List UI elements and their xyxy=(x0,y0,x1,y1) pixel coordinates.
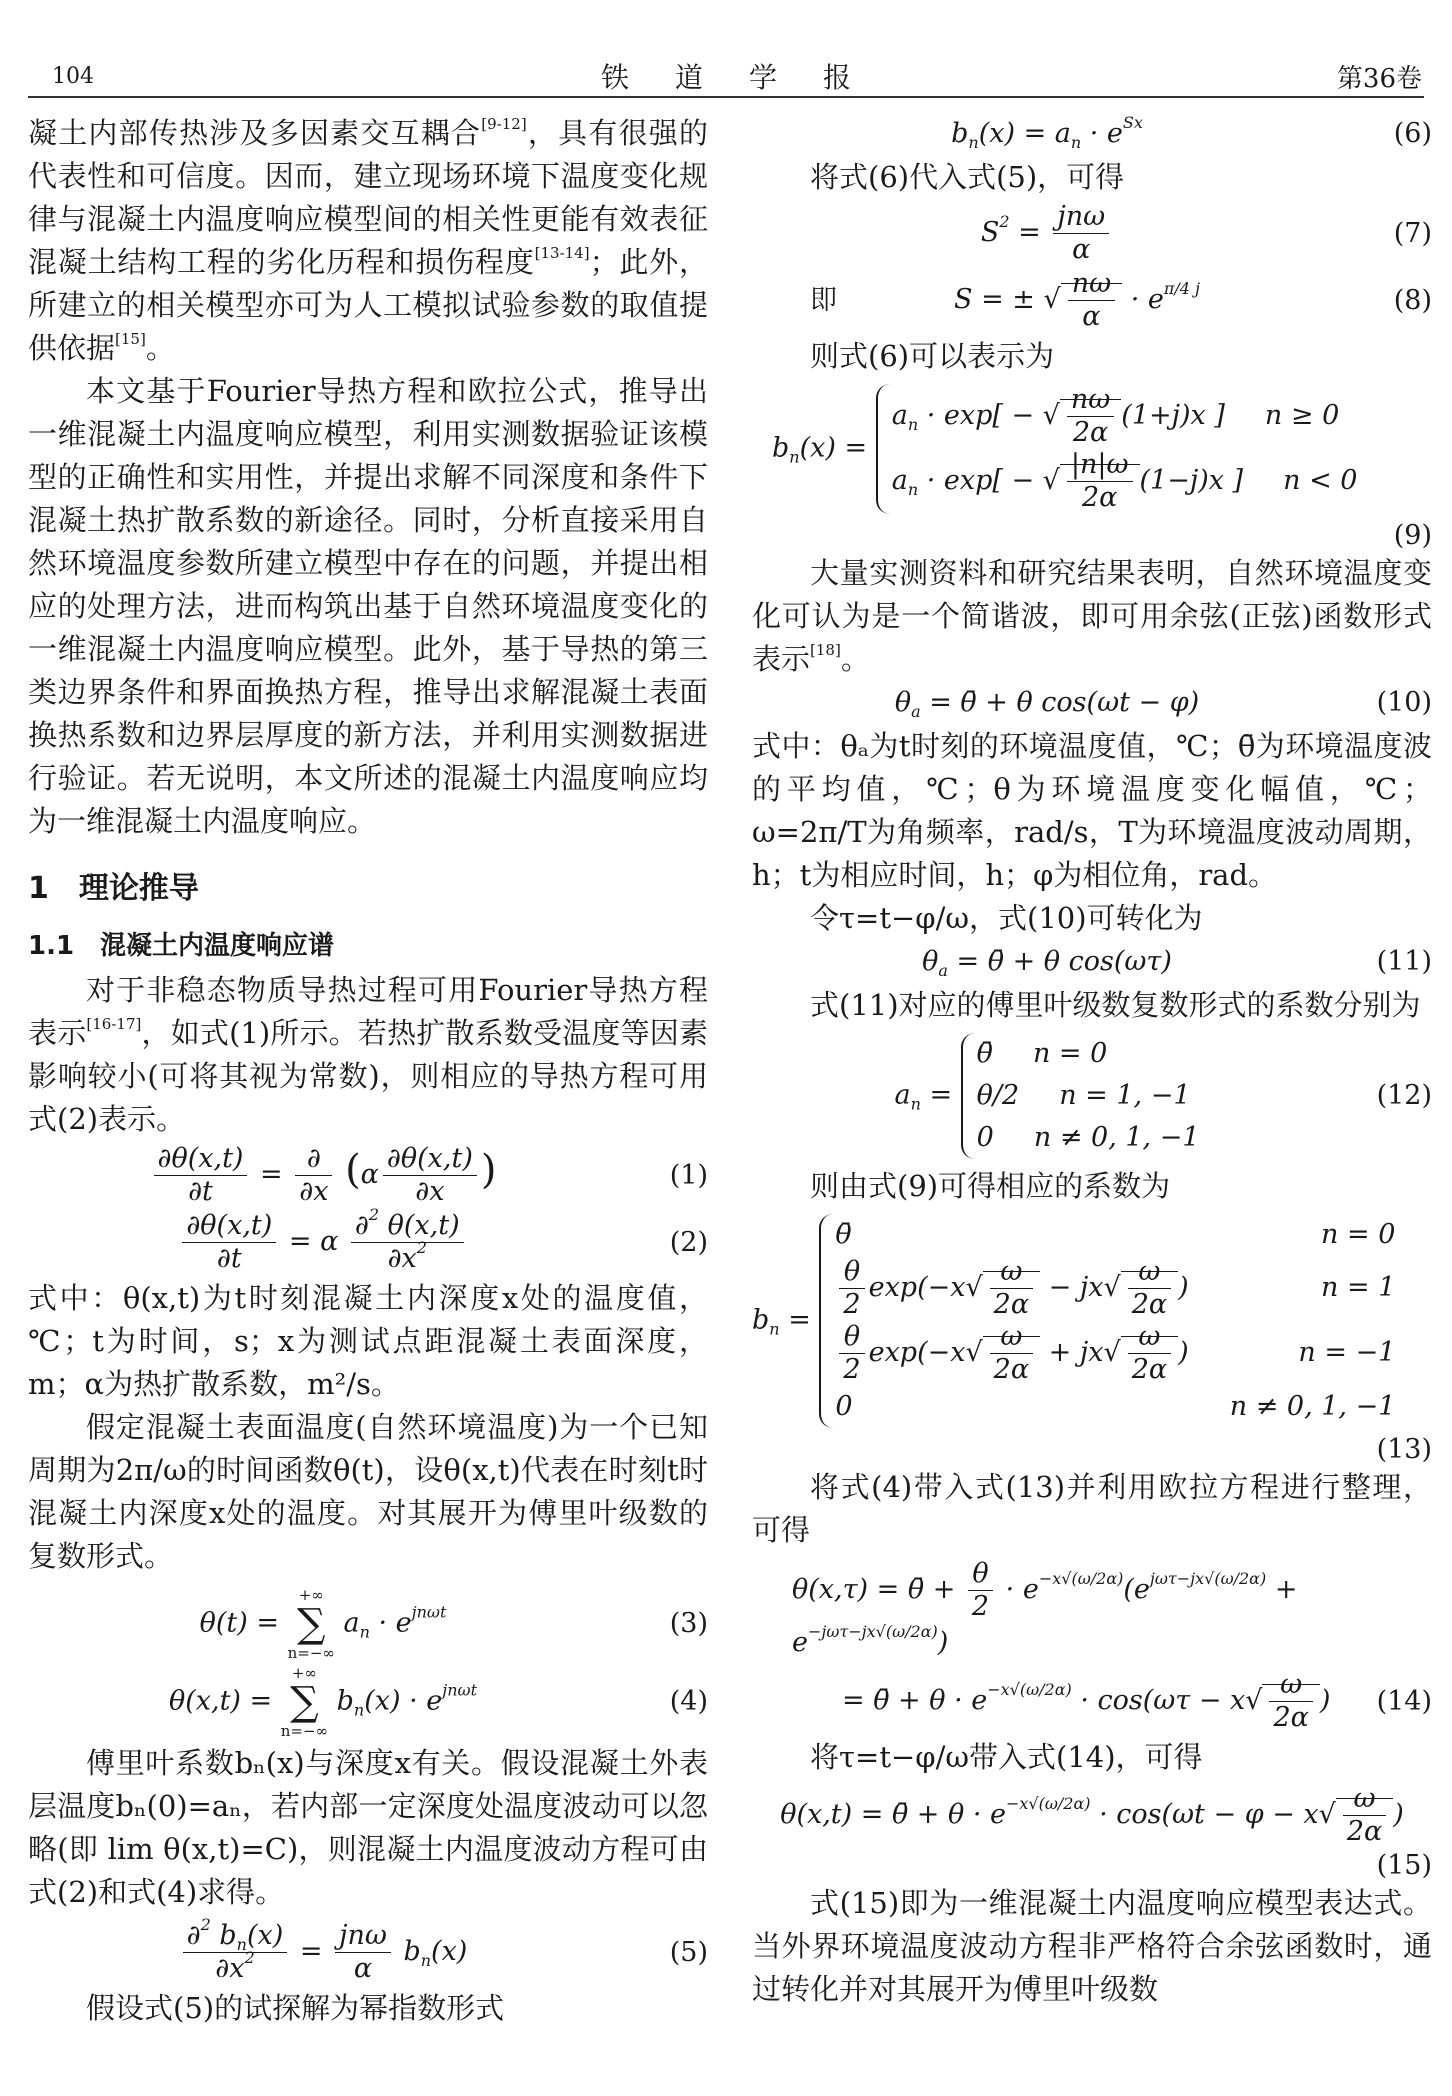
paragraph: 式中：θ(x,t)为t时刻混凝土内深度x处的温度值，℃；t为时间，s；x为测试点距混凝土表面深度，m；α为热扩散系数，m²/s。 xyxy=(28,1281,708,1401)
journal-title: 铁道学报 xyxy=(600,61,897,94)
paragraph: 将τ=t−φ/ω带入式(14)，可得 xyxy=(810,1740,1203,1774)
paragraph: 对于非稳态物质导热过程可用Fourier导热方程表示[16-17]，如式(1)所示。若热扩散系数受温度等因素影响较小(可将其视为常数)，则相应的导热方程可用式(2)表示。 xyxy=(28,973,708,1136)
equation-15: θ(x,t) = θ̄ + $\theta \cdot e^{-x√(\omega/2\alpha)} \cdot \cos(\omega t - \varphi - x√$ $\frac{\omega}{2\alpha}$ ) xyxy=(780,1783,1404,1847)
equation-3: θ(t) = +∞ ∑ n=−∞ $a_n \cdot e^{jn\omega t}$ (3) xyxy=(199,1586,708,1662)
page-header xyxy=(30,56,1422,96)
equation-6: $b_n(x) = a_n \cdot e^{Sx}$ (6) xyxy=(951,113,1432,152)
equation-5: $\frac{\partial^2 b_n(x)}{\partial x^2}$ = $\frac{\text{jnω}}{\alpha}$ $b_n(x)$ (5) xyxy=(28,1920,708,1985)
subsection-heading: 1.1 混凝土内温度响应谱 xyxy=(28,931,335,961)
equation-11: $\theta_a$ = θ̄ + θ cos(ωτ) (11) xyxy=(922,946,1432,980)
right-column xyxy=(752,112,1432,2011)
paragraph: 大量实测资料和研究结果表明，自然环境温度变化可认为是一个简谐波，即可用余弦(正弦)函数形式表示[18]。 xyxy=(752,556,1432,676)
paragraph: 式(11)对应的傅里叶级数复数形式的系数分别为 xyxy=(810,988,1421,1022)
paragraph: 本文基于Fourier导热方程和欧拉公式，推导出一维混凝土内温度响应模型，利用实测数据验证该模型的正确性和实用性，并提出求解不同深度和条件下混凝土热扩散系数的新途径。同时，分析直接采用自然环境温度参数所建立模型中存在的问题，并提出相应的处理方法，进而构筑出基于自然环境温度变化的一维混凝土内温度响应模型。此外，基于导热的第三类边界条件和界面换热方程，推导出求解混凝土表面换热系数和边界层厚度的新方法，并利用实测数据进行验证。若无说明，本文所述的混凝土内温度响应均为一维混凝土内温度响应。 xyxy=(28,374,708,838)
paragraph: 式中：θₐ为t时刻的环境温度值，℃；θ̄为环境温度波的平均值，℃；θ为环境温度变化幅值，℃；ω=2π/T为角频率，rad/s，T为环境温度波动周期，h；t为相应时间，h；φ为相位角，rad。 xyxy=(752,729,1432,892)
equation-7: $S^2$ = $\frac{\text{jnω}}{\alpha}$ (7) xyxy=(980,201,1432,265)
paragraph: 将式(6)代入式(5)，可得 xyxy=(810,160,1125,194)
equation-number: (13) xyxy=(1376,1434,1432,1465)
equation-12: $a_n$ = θ̄ n = 0 θ/2 n = 1, −1 0 n ≠ 0, 1, −1 (12) xyxy=(752,1029,1432,1163)
equation-2: $\frac{\partial\theta(x,t)}{\partial t}$ = α $\frac{\partial^2 \theta(x,t)}{\partial x^2}$ (2) xyxy=(28,1210,708,1275)
left-column xyxy=(28,112,708,2030)
equation-number: (9) xyxy=(1393,520,1432,551)
equation-14: θ(x,τ) = θ̄ + $\frac{\theta}{2}$ · $e^{-x√(\omega/2\alpha)}(e^{j\omega\tau-jx√(\omega/2\alpha)} + e^{-j\omega\tau-jx√(\omega/2\alpha)})$ xyxy=(792,1558,1298,1658)
paragraph: 凝土内部传热涉及多因素交互耦合[9-12]，具有很强的代表性和可信度。因而，建立现场环境下温度变化规律与混凝土内温度响应模型间的相关性更能有效表征混凝土结构工程的劣化历程和损伤程度[13-14]；此外，所建立的相关模型亦可为人工模拟试验参数的取值提供依据[15]。 xyxy=(28,115,708,365)
paragraph: 则式(6)可以表示为 xyxy=(810,339,1055,373)
page-number: 104 xyxy=(52,64,94,89)
equation-4: θ(x,t) = +∞ ∑ n=−∞ $b_n(x) \cdot e^{jn\omega t}$ (4) xyxy=(168,1664,708,1740)
equation-1: $\frac{\partial\theta(x,t)}{\partial t}$ = $\frac{\partial}{\partial x}$ (α $\frac{\partial\theta(x,t)}{\partial x}$ ) (1) xyxy=(28,1143,708,1208)
equation-14b: = θ̄ + $\theta \cdot e^{-x√(\omega/2\alpha)} \cdot \cos(\omega\tau - x√$ $\frac{\omega}{2\alpha}$ ) (14) xyxy=(842,1669,1432,1733)
equation-8: 即 S = ± √ $\frac{n\omega}{\alpha}$ · $e^{\pi/4 j}$ (8) xyxy=(810,268,1432,332)
equation-9: $b_n(x)$ = $a_n \cdot \exp$[ − √ $\frac{n\omega}{2\alpha}$ (1+j)x ] n ≥ 0 $a_n \cdot \exp$[ − √ $\frac{|n|\omega}{2\alpha}$ (1−j)x ] n < 0 xyxy=(772,384,1358,513)
paragraph: 将式(4)带入式(13)并利用欧拉方程进行整理，可得 xyxy=(752,1470,1432,1547)
equation-13: $b_n$ = θ̄ n = 0 $\frac{\theta}{2}$ exp(−x√ $\frac{\omega}{2\alpha}$ − jx√ $\frac{\omega}{2\alpha}$ ) n = 1 $\frac{\theta}{2}$ exp(−x√ $\frac{\omega}{2\alpha}$ + jx√ $\frac{\omega}{2\alpha}$ ) n = −1 0 n ≠ 0, 1, −1 xyxy=(752,1210,1432,1432)
equation-number: (15) xyxy=(1376,1850,1432,1881)
paragraph: 假设式(5)的试探解为幂指数形式 xyxy=(86,1991,505,2025)
volume-label: 第36卷 xyxy=(1336,64,1422,94)
paragraph: 假定混凝土表面温度(自然环境温度)为一个已知周期为2π/ω的时间函数θ(t)，设θ(x,t)代表在时刻t时混凝土内深度x处的温度。对其展开为傅里叶级数的复数形式。 xyxy=(28,1410,708,1573)
equation-10: $\theta_a$ = θ̄ + θ cos(ωt − φ) (10) xyxy=(894,687,1432,721)
paragraph: 式(15)即为一维混凝土内温度响应模型表达式。当外界环境温度波动方程非严格符合余弦函数时，通过转化并对其展开为傅里叶级数 xyxy=(752,1886,1432,2006)
paragraph: 傅里叶系数bₙ(x)与深度x有关。假设混凝土外表层温度bₙ(0)=aₙ，若内部一定深度处温度波动可以忽略(即 lim θ(x,t)=C)，则混凝土内温度波动方程可由式(2)和式(4)求得。 xyxy=(28,1746,708,1909)
header-rule xyxy=(28,96,1424,98)
section-heading: 1 理论推导 xyxy=(28,871,199,906)
paragraph: 令τ=t−φ/ω，式(10)可转化为 xyxy=(810,901,1203,935)
paragraph: 则由式(9)可得相应的系数为 xyxy=(810,1169,1171,1203)
